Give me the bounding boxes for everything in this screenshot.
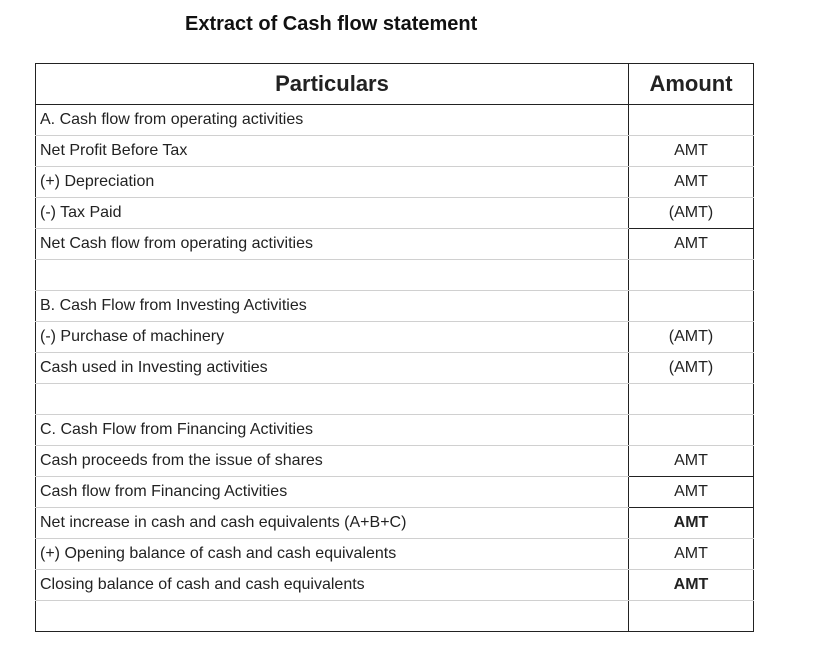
table-row	[36, 446, 754, 477]
statement-title: Extract of Cash flow statement	[185, 13, 478, 35]
particular-cell	[36, 601, 629, 632]
table-row	[36, 229, 754, 260]
amount-cell: AMT	[629, 570, 754, 601]
amount-cell: AMT	[629, 136, 754, 167]
table-row	[36, 539, 754, 570]
table-row	[36, 570, 754, 601]
amount-cell: AMT	[629, 167, 754, 198]
table-row	[36, 353, 754, 384]
amount-cell	[629, 601, 754, 632]
table-row	[36, 601, 754, 632]
particular-cell: (+) Depreciation	[36, 167, 629, 198]
table-row	[36, 477, 754, 508]
amount-cell: AMT	[629, 229, 754, 260]
table-row	[36, 260, 754, 291]
particular-cell: (+) Opening balance of cash and cash equivalents	[36, 539, 629, 570]
particular-cell: Net increase in cash and cash equivalents (A+B+C)	[36, 508, 629, 539]
amount-cell: AMT	[629, 446, 754, 477]
cash-flow-table	[35, 63, 754, 632]
particular-cell: Cash proceeds from the issue of shares	[36, 446, 629, 477]
amount-cell	[629, 415, 754, 446]
table-row	[36, 291, 754, 322]
header-particulars: Particulars	[36, 64, 629, 105]
amount-cell	[629, 291, 754, 322]
header-amount: Amount	[629, 64, 754, 105]
table-row	[36, 198, 754, 229]
amount-cell: AMT	[629, 508, 754, 539]
particular-cell	[36, 384, 629, 415]
table-row	[36, 136, 754, 167]
amount-cell	[629, 384, 754, 415]
particular-cell: Cash flow from Financing Activities	[36, 477, 629, 508]
particular-cell: (-) Purchase of machinery	[36, 322, 629, 353]
particular-cell: C. Cash Flow from Financing Activities	[36, 415, 629, 446]
particular-cell: Closing balance of cash and cash equivalents	[36, 570, 629, 601]
amount-cell: AMT	[629, 539, 754, 570]
table-row	[36, 415, 754, 446]
amount-cell: (AMT)	[629, 198, 754, 229]
table-row	[36, 167, 754, 198]
table-row	[36, 384, 754, 415]
amount-cell	[629, 105, 754, 136]
particular-cell: Cash used in Investing activities	[36, 353, 629, 384]
particular-cell: (-) Tax Paid	[36, 198, 629, 229]
table-row	[36, 508, 754, 539]
particular-cell: B. Cash Flow from Investing Activities	[36, 291, 629, 322]
table-row	[36, 105, 754, 136]
amount-cell: (AMT)	[629, 353, 754, 384]
amount-cell: AMT	[629, 477, 754, 508]
amount-cell	[629, 260, 754, 291]
table-row	[36, 322, 754, 353]
header-row	[36, 64, 754, 105]
particular-cell: Net Profit Before Tax	[36, 136, 629, 167]
particular-cell: A. Cash flow from operating activities	[36, 105, 629, 136]
particular-cell	[36, 260, 629, 291]
particular-cell: Net Cash flow from operating activities	[36, 229, 629, 260]
amount-cell: (AMT)	[629, 322, 754, 353]
